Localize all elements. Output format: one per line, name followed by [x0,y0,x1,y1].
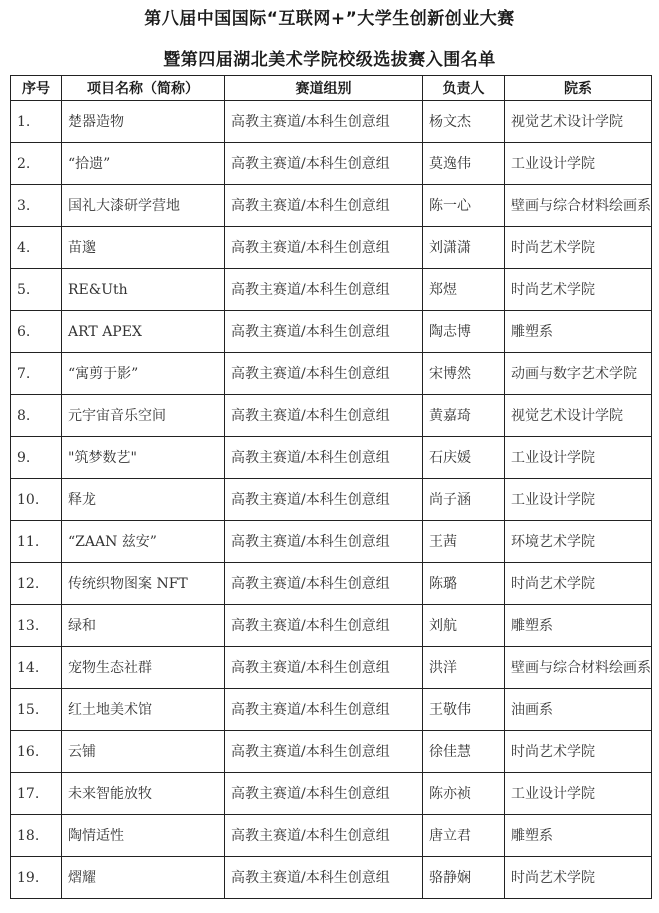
cell-project-name: “寓剪于影” [62,353,225,395]
table-row [11,521,652,563]
cell-project-name: 陶情适性 [62,815,225,857]
cell-serial-number: 18. [11,815,62,857]
cell-leader: 陈璐 [423,563,505,605]
cell-leader: 刘航 [423,605,505,647]
header-row [11,76,652,101]
cell-track-group: 高教主赛道/本科生创意组 [225,521,423,563]
cell-department: 时尚艺术学院 [505,857,652,899]
cell-leader: 尚子涵 [423,479,505,521]
cell-project-name: “拾遗” [62,143,225,185]
cell-leader: 唐立君 [423,815,505,857]
cell-project-name: 云铺 [62,731,225,773]
cell-leader: 王敬伟 [423,689,505,731]
cell-project-name: RE&Uth [62,269,225,311]
cell-department: 时尚艺术学院 [505,563,652,605]
cell-leader: 杨文杰 [423,101,505,143]
document-title-line2: 暨第四届湖北美术学院校级选拔赛入围名单 [163,50,496,70]
cell-leader: 莫逸伟 [423,143,505,185]
cell-serial-number: 5. [11,269,62,311]
cell-serial-number: 8. [11,395,62,437]
cell-track-group: 高教主赛道/本科生创意组 [225,647,423,689]
cell-department: 壁画与综合材料绘画系 [505,185,652,227]
cell-project-name: 元宇宙音乐空间 [62,395,225,437]
cell-project-name: ART APEX [62,311,225,353]
cell-project-name: 未来智能放牧 [62,773,225,815]
cell-track-group: 高教主赛道/本科生创意组 [225,185,423,227]
cell-leader: 陶志博 [423,311,505,353]
cell-project-name: 传统织物图案 NFT [62,563,225,605]
cell-department: 动画与数字艺术学院 [505,353,652,395]
cell-track-group: 高教主赛道/本科生创意组 [225,563,423,605]
cell-track-group: 高教主赛道/本科生创意组 [225,479,423,521]
table-body [11,101,652,899]
cell-serial-number: 10. [11,479,62,521]
cell-leader: 陈一心 [423,185,505,227]
cell-project-name: 国礼大漆研学营地 [62,185,225,227]
table-row [11,143,652,185]
cell-leader: 徐佳慧 [423,731,505,773]
cell-track-group: 高教主赛道/本科生创意组 [225,353,423,395]
cell-serial-number: 13. [11,605,62,647]
table-row [11,101,652,143]
cell-track-group: 高教主赛道/本科生创意组 [225,143,423,185]
cell-serial-number: 4. [11,227,62,269]
header-serial-number: 序号 [11,76,62,101]
cell-serial-number: 19. [11,857,62,899]
cell-department: 视觉艺术设计学院 [505,101,652,143]
cell-leader: 王茜 [423,521,505,563]
cell-project-name: 释龙 [62,479,225,521]
table-header [11,76,652,101]
cell-department: 雕塑系 [505,605,652,647]
cell-serial-number: 11. [11,521,62,563]
cell-leader: 石庆媛 [423,437,505,479]
table-row [11,815,652,857]
table-row [11,605,652,647]
cell-track-group: 高教主赛道/本科生创意组 [225,815,423,857]
table-row [11,773,652,815]
cell-track-group: 高教主赛道/本科生创意组 [225,731,423,773]
cell-track-group: 高教主赛道/本科生创意组 [225,395,423,437]
cell-track-group: 高教主赛道/本科生创意组 [225,689,423,731]
cell-department: 时尚艺术学院 [505,269,652,311]
cell-serial-number: 3. [11,185,62,227]
cell-track-group: 高教主赛道/本科生创意组 [225,269,423,311]
cell-department: 工业设计学院 [505,143,652,185]
table-row [11,395,652,437]
cell-track-group: 高教主赛道/本科生创意组 [225,227,423,269]
cell-department: 工业设计学院 [505,773,652,815]
cell-track-group: 高教主赛道/本科生创意组 [225,773,423,815]
cell-department: 视觉艺术设计学院 [505,395,652,437]
finalist-table [10,75,652,899]
header-leader: 负责人 [423,76,505,101]
cell-project-name: 红土地美术馆 [62,689,225,731]
header-track-group: 赛道组别 [225,76,423,101]
cell-project-name: 绿和 [62,605,225,647]
cell-project-name: "筑梦数艺" [62,437,225,479]
cell-leader: 黄嘉琦 [423,395,505,437]
header-department: 院系 [505,76,652,101]
cell-track-group: 高教主赛道/本科生创意组 [225,437,423,479]
cell-serial-number: 7. [11,353,62,395]
cell-leader: 郑煜 [423,269,505,311]
document-title-line1: 第八届中国国际“互联网+”大学生创新创业大赛 [144,9,515,29]
table-row [11,857,652,899]
table-row [11,479,652,521]
cell-department: 雕塑系 [505,815,652,857]
cell-serial-number: 16. [11,731,62,773]
cell-track-group: 高教主赛道/本科生创意组 [225,101,423,143]
cell-project-name: 宠物生态社群 [62,647,225,689]
cell-track-group: 高教主赛道/本科生创意组 [225,605,423,647]
table-row [11,227,652,269]
cell-department: 油画系 [505,689,652,731]
table-row [11,563,652,605]
cell-serial-number: 9. [11,437,62,479]
table-row [11,731,652,773]
header-project-name: 项目名称（简称） [62,76,225,101]
cell-leader: 刘潇潇 [423,227,505,269]
table-row [11,185,652,227]
cell-serial-number: 2. [11,143,62,185]
cell-serial-number: 15. [11,689,62,731]
cell-leader: 骆静娴 [423,857,505,899]
cell-department: 雕塑系 [505,311,652,353]
table-row [11,647,652,689]
cell-department: 工业设计学院 [505,479,652,521]
cell-project-name: 熠耀 [62,857,225,899]
cell-serial-number: 1. [11,101,62,143]
cell-department: 环境艺术学院 [505,521,652,563]
cell-serial-number: 12. [11,563,62,605]
cell-track-group: 高教主赛道/本科生创意组 [225,311,423,353]
cell-track-group: 高教主赛道/本科生创意组 [225,857,423,899]
cell-leader: 洪洋 [423,647,505,689]
table-row [11,353,652,395]
cell-department: 工业设计学院 [505,437,652,479]
cell-project-name: “ZAAN 兹安” [62,521,225,563]
cell-project-name: 苗邈 [62,227,225,269]
cell-leader: 宋博然 [423,353,505,395]
table-row [11,311,652,353]
table-row [11,437,652,479]
cell-project-name: 楚器造物 [62,101,225,143]
table-row [11,269,652,311]
cell-department: 壁画与综合材料绘画系 [505,647,652,689]
cell-serial-number: 14. [11,647,62,689]
cell-serial-number: 17. [11,773,62,815]
cell-department: 时尚艺术学院 [505,731,652,773]
cell-leader: 陈亦祯 [423,773,505,815]
cell-department: 时尚艺术学院 [505,227,652,269]
cell-serial-number: 6. [11,311,62,353]
table-row [11,689,652,731]
